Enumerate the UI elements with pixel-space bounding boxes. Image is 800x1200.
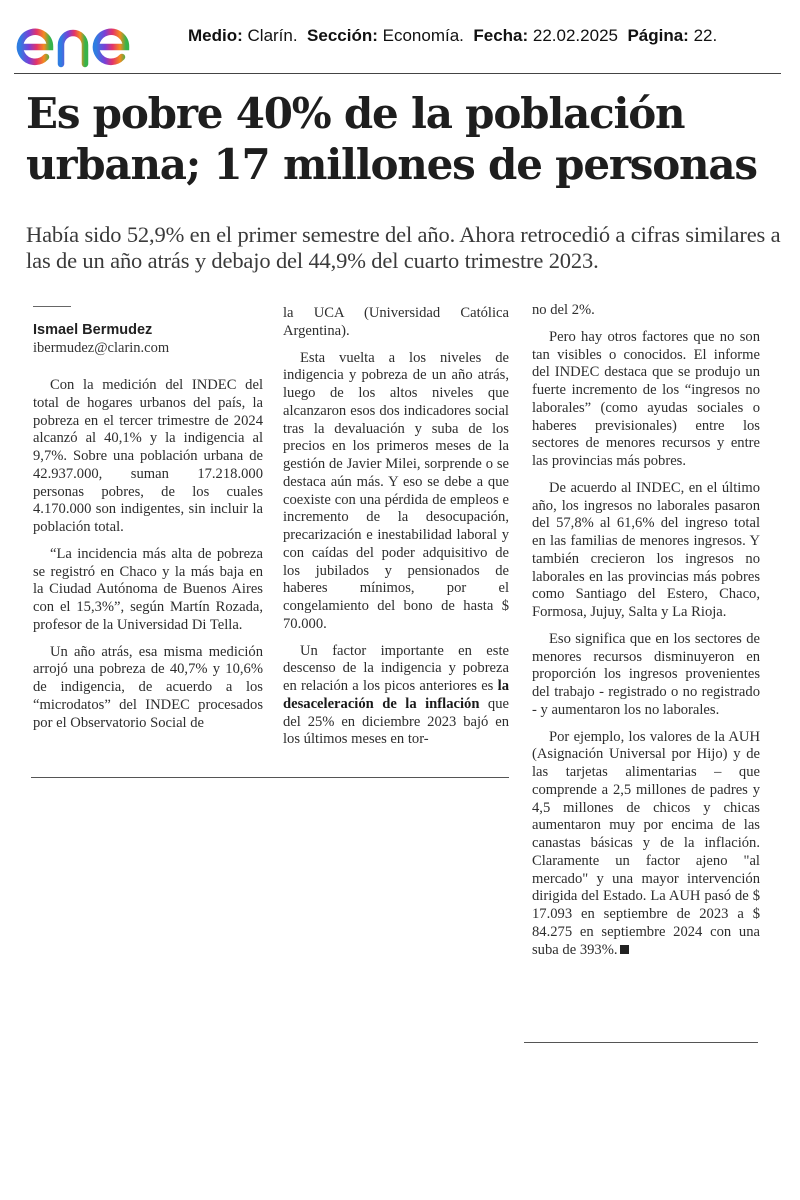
medio-value: Clarín.: [247, 26, 298, 45]
paragraph-text: que del 25% en diciembre 2023 bajó en los últimos meses en tor-: [283, 695, 509, 748]
article-end-rule: [524, 1042, 758, 1043]
paragraph: Un año atrás, esa misma medición arrojó una pobreza de 40,7% y 10,6% de indigencia, de acuerdo a los “microdatos” del INDEC procesados por el Observatorio Social de: [33, 643, 263, 731]
paragraph-text: Un factor importante en este descenso de la indigencia y pobreza en relación a los picos anteriores es: [283, 642, 509, 694]
paragraph: “La incidencia más alta de pobreza se registró en Chaco y la más baja en la Ciudad Autónoma de Buenos Aires con el 15,3%”, según Martín Rozada, profesor de la Universidad Di Tella.: [33, 545, 263, 633]
medio-label: Medio:: [188, 26, 243, 45]
seccion-value: Economía.: [382, 26, 464, 45]
clipping-metadata: [188, 26, 717, 46]
article-headline: Es pobre 40% de la población urbana; 17 millones de personas: [26, 89, 757, 189]
author-name: Ismael Bermudez: [33, 322, 153, 338]
highlighted-phrase: la desaceleración de la inflación: [283, 678, 509, 712]
paragraph: no del 2%.: [532, 302, 595, 318]
end-of-article-icon: [620, 945, 629, 954]
paragraph-text: Por ejemplo, los valores de la AUH (Asignación Universal por Hijo) y de las tarjetas alimentarias – que comprende a 2,5 millones de padres y 4,5 millones de chicos y chicas aumentaron muy por encima de las canastas básicas y de la inflación. Claramente un factor ajeno "al mercado" y una mayor intervención dirigida del Estado. La AUH pasó de $ 17.093 en septiembre de 2023 a $ 84.275 en septiembre 2024 con una suba de 393%.: [532, 728, 760, 958]
header-divider: [14, 73, 781, 74]
paragraph-with-highlight: [283, 643, 509, 750]
seccion-label: Sección:: [307, 26, 378, 45]
pagina-label: Página:: [627, 26, 689, 45]
fecha-label: Fecha:: [473, 26, 529, 45]
column-divider: [31, 777, 509, 778]
article-column-3: [532, 302, 760, 959]
article-deck: Había sido 52,9% en el primer semestre del año. Ahora retrocedió a cifras similares a las de un año atrás y debajo del 44,9% del cuarto trimestre 2023.: [26, 222, 781, 273]
paragraph: Con la medición del INDEC del total de hogares urbanos del país, la pobreza en el tercer trimestre de 2024 alcanzó al 40,1% y la indigencia al 9,7%. Sobre una población urbana de 42.937.000, suman 17.218.000 personas pobres, de los cuales 4.170.000 son indigentes, sin incluir la población total.: [33, 377, 263, 535]
enel-logo: [16, 8, 171, 68]
paragraph: De acuerdo al INDEC, en el último año, los ingresos no laborales pasaron del 57,8% al 61,6% del ingreso total en las familias de menores ingresos. Y también crecieron los ingresos no laborales en las provincias más pobres como Santiago del Estero, Chaco, Formosa, Jujuy, Salta y La Rioja.: [532, 479, 760, 620]
paragraph: la UCA (Universidad Católica Argentina).: [283, 305, 509, 339]
fecha-value: 22.02.2025: [532, 26, 618, 45]
article-column-1: [33, 306, 263, 732]
author-email: ibermudez@clarin.com: [33, 340, 170, 356]
byline-rule: [33, 306, 71, 307]
article-column-2: [283, 305, 509, 749]
pagina-value: 22.: [693, 26, 718, 45]
final-paragraph: [532, 729, 760, 960]
paragraph: Eso significa que en los sectores de menores recursos disminuyeron en proporción los ingresos provenientes del trabajo - registrado o no registrado - y aumentaron los no laborales.: [532, 630, 760, 718]
enel-logo-graphic: [16, 8, 171, 68]
paragraph: Pero hay otros factores que no son tan visibles o conocidos. El informe del INDEC destaca que se produjo un fuerte incremento de los “ingresos no laborales” (como ayudas sociales o haberes previsionales) entre los sectores de menores recursos y entre las provincias más pobres.: [532, 328, 760, 469]
paragraph: Esta vuelta a los niveles de indigencia y pobreza de un año atrás, luego de los altos niveles que alcanzaron esos dos indicadores social tras la devaluación y suba de los precios en los primeros meses de la gestión de Javier Milei, sorprende o se destaca aún más. Y eso se debe a que coexiste con una pérdida de empleos e incremento de la desocupación, precarización e inestabilidad laboral y con caídas del poder adquisitivo de los jubilados y pensionados de haberes mínimos, por el congelamiento del bono de hasta $ 70.000.: [283, 349, 509, 632]
